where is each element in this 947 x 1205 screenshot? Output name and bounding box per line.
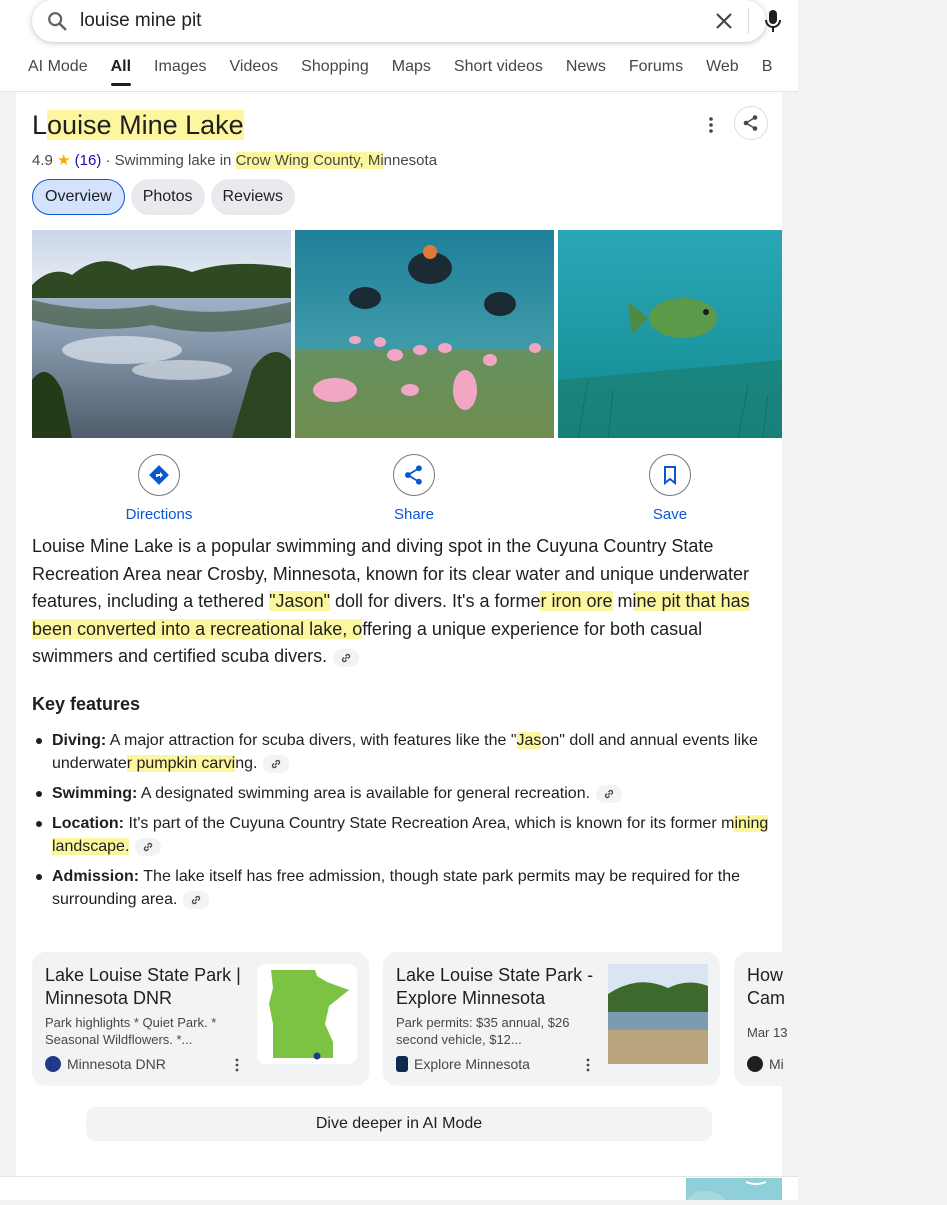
source-name: Mi — [747, 1056, 784, 1072]
tab-shopping[interactable]: Shopping — [301, 58, 369, 75]
share-icon — [742, 114, 760, 132]
more-options-icon[interactable] — [704, 116, 718, 134]
source-card-title: How Cam — [747, 965, 786, 1008]
photo-fish[interactable] — [558, 230, 782, 438]
more-options-icon[interactable] — [234, 1058, 240, 1072]
source-card-title: Lake Louise State Park - Explore Minnesota — [396, 965, 594, 1008]
dive-deeper-button[interactable]: Dive deeper in AI Mode — [86, 1107, 712, 1141]
panel-chips — [32, 179, 295, 215]
source-card-snippet: Park highlights * Quiet Park. * Seasonal Wildflowers. *... — [45, 1015, 217, 1047]
tab-all[interactable]: All — [110, 58, 132, 75]
chip-reviews[interactable]: Reviews — [211, 179, 295, 215]
list-item: Diving: A major attraction for scuba divers, with features like the "Jason" doll and annual events like underwater pumpkin carving. — [52, 729, 772, 775]
search-tabs — [28, 58, 795, 76]
tab-short-videos[interactable]: Short videos — [453, 58, 543, 75]
source-favicon-icon — [747, 1056, 763, 1072]
top-bar — [0, 0, 798, 92]
rating-value: 4.9 — [32, 152, 53, 169]
explore-minnesota-favicon-icon — [396, 1056, 408, 1072]
key-features-list — [52, 729, 772, 918]
search-box[interactable] — [32, 0, 766, 42]
photo-strip — [32, 230, 782, 438]
list-item: Admission: The lake itself has free admission, though state park permits may be required for the surrounding area. — [52, 865, 772, 911]
star-icon: ★ — [57, 152, 71, 169]
place-location[interactable]: Crow Wing County, Mi — [235, 152, 384, 169]
clear-icon[interactable] — [712, 9, 736, 33]
review-count[interactable]: (16) — [74, 152, 102, 169]
tab-forums[interactable]: Forums — [628, 58, 684, 75]
share-button[interactable] — [734, 106, 768, 140]
bookmark-icon — [661, 465, 679, 485]
source-name: Minnesota DNR — [45, 1056, 166, 1072]
search-input[interactable]: louise mine pit — [80, 10, 202, 31]
tab-more[interactable]: B — [761, 58, 773, 75]
photo-divers[interactable] — [295, 230, 554, 438]
source-card[interactable] — [734, 952, 854, 1086]
beach-thumbnail — [608, 964, 708, 1064]
source-name: Explore Minnesota — [396, 1056, 530, 1072]
tab-videos[interactable]: Videos — [229, 58, 279, 75]
citation-link-icon[interactable] — [596, 785, 622, 803]
source-card-snippet: Park permits: $35 annual, $26 second vehicle, $12... — [396, 1015, 570, 1047]
tab-ai-mode[interactable]: AI Mode — [28, 58, 88, 75]
minnesota-map-thumbnail — [257, 964, 357, 1064]
list-item: Swimming: A designated swimming area is available for general recreation. — [52, 782, 772, 805]
directions-icon — [148, 464, 170, 486]
photo-lake[interactable] — [32, 230, 291, 438]
citation-link-icon[interactable] — [183, 891, 209, 909]
source-card-snippet: Mar 13 — [747, 1025, 788, 1040]
chip-overview[interactable]: Overview — [32, 179, 125, 215]
list-item: Location: It's part of the Cuyuna Country State Recreation Area, which is known for its former mining landscape. — [52, 812, 772, 858]
place-description: Louise Mine Lake is a popular swimming and diving spot in the Cuyuna Country State Recreation Area near Crosby, Minnesota, known for its clear water and unique underwater features, including a tethered "Jason" doll for divers. It's a former iron ore mine pit that has been converted into a recreational lake, offering a unique experience for both casual swimmers and certified scuba divers. — [32, 536, 750, 667]
tab-news[interactable]: News — [565, 58, 606, 75]
share-action-button[interactable]: Share — [349, 454, 479, 523]
tab-web[interactable]: Web — [706, 58, 739, 75]
more-options-icon[interactable] — [585, 1058, 591, 1072]
source-card[interactable] — [32, 952, 369, 1086]
place-title: Louise Mine Lake — [32, 110, 244, 140]
map-thumbnail[interactable] — [686, 1178, 782, 1200]
save-button[interactable]: Save — [605, 454, 735, 523]
microphone-icon[interactable] — [761, 8, 785, 34]
next-result-edge — [0, 1176, 798, 1200]
tab-maps[interactable]: Maps — [391, 58, 431, 75]
source-card-title: Lake Louise State Park | Minnesota DNR — [45, 965, 241, 1008]
source-cards — [32, 952, 788, 1088]
directions-button[interactable]: Directions — [94, 454, 224, 523]
dnr-favicon-icon — [45, 1056, 61, 1072]
chip-photos[interactable]: Photos — [131, 179, 205, 215]
search-icon — [46, 10, 68, 32]
divider — [748, 8, 749, 34]
share-icon — [403, 464, 425, 486]
citation-link-icon[interactable] — [333, 649, 359, 667]
citation-link-icon[interactable] — [135, 838, 161, 856]
citation-link-icon[interactable] — [263, 755, 289, 773]
place-type: · Swimming lake in — [105, 152, 232, 169]
knowledge-panel — [16, 92, 788, 1176]
source-card[interactable] — [383, 952, 720, 1086]
place-actions — [32, 454, 782, 524]
key-features-heading: Key features — [32, 694, 141, 714]
rating-line: 4.9 ★ (16) · Swimming lake in Crow Wing County, Minnesota — [32, 152, 438, 169]
tab-images[interactable]: Images — [154, 58, 207, 75]
